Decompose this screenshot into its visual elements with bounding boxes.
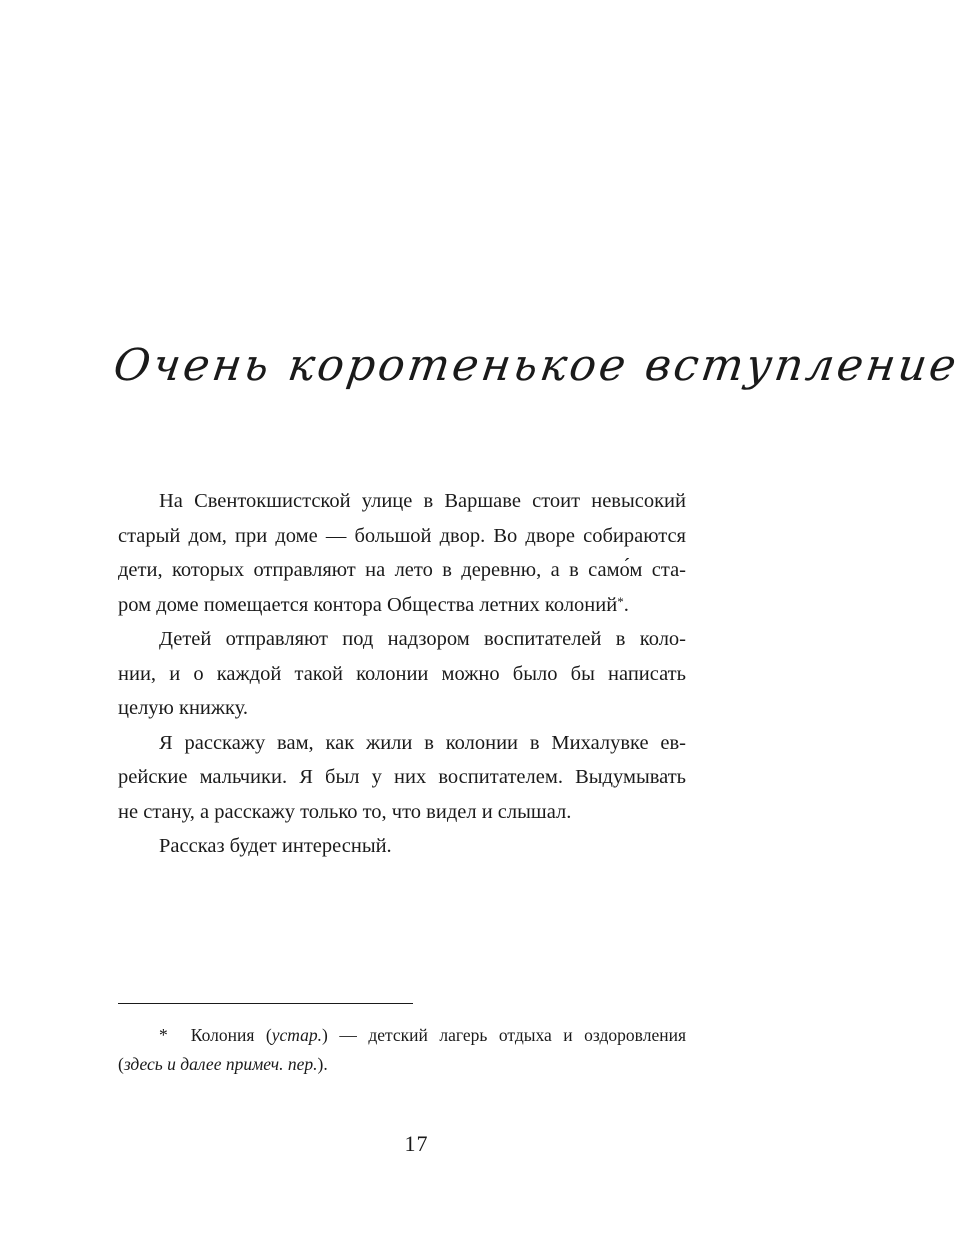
paragraph-line: старый дом, при доме — большой двор. Во дворе собираются — [118, 524, 686, 547]
page-number: 17 — [404, 1131, 429, 1156]
paragraph-line: нии, и о каждой такой колонии можно было бы написать — [118, 662, 686, 685]
sentence-end: . — [623, 593, 629, 616]
footnote-reference[interactable]: * — [617, 593, 624, 609]
footnote-marker: * — [159, 1025, 168, 1045]
paragraph-line: На Свентокшистской улице в Варшаве стоит невысокий — [159, 490, 686, 512]
body-text — [118, 484, 686, 864]
paragraph-line: Детей отправляют под надзором воспитателей в коло- — [159, 628, 686, 650]
footnote-italic: здесь и далее примеч. пер. — [123, 1054, 318, 1074]
paragraph-line: не стану, а расскажу только то, что видел и слышал. — [118, 800, 572, 823]
footnote-text: Колония ( — [190, 1025, 272, 1045]
footnote-italic: устар. — [271, 1025, 322, 1045]
paragraph-line: Я расскажу вам, как жили в колонии в Михалувке ев- — [159, 731, 686, 754]
chapter-title: Очень коротенькое вступление — [110, 340, 962, 391]
paragraph-line: Рассказ будет интересный. — [159, 835, 392, 857]
footnote — [118, 1021, 686, 1079]
paragraph-line: целую книжку. — [118, 697, 249, 719]
paragraph-line-text: ром доме помещается контора Общества летних колоний — [118, 593, 618, 616]
footnote-line — [118, 1050, 686, 1079]
footnote-text: ). — [317, 1054, 328, 1074]
paragraph-line: дети, которых отправляют на лето в деревню, а в само́м ста- — [118, 559, 686, 581]
paragraph-line — [118, 588, 686, 623]
footnote-text: ( — [118, 1054, 124, 1074]
footnote-divider — [118, 1003, 413, 1004]
footnote-line — [118, 1021, 686, 1050]
footnote-text: ) — детский лагерь отдыха и оздоровления — [322, 1025, 686, 1045]
paragraph-line: рейские мальчики. Я был у них воспитателем. Выдумывать — [118, 766, 686, 788]
